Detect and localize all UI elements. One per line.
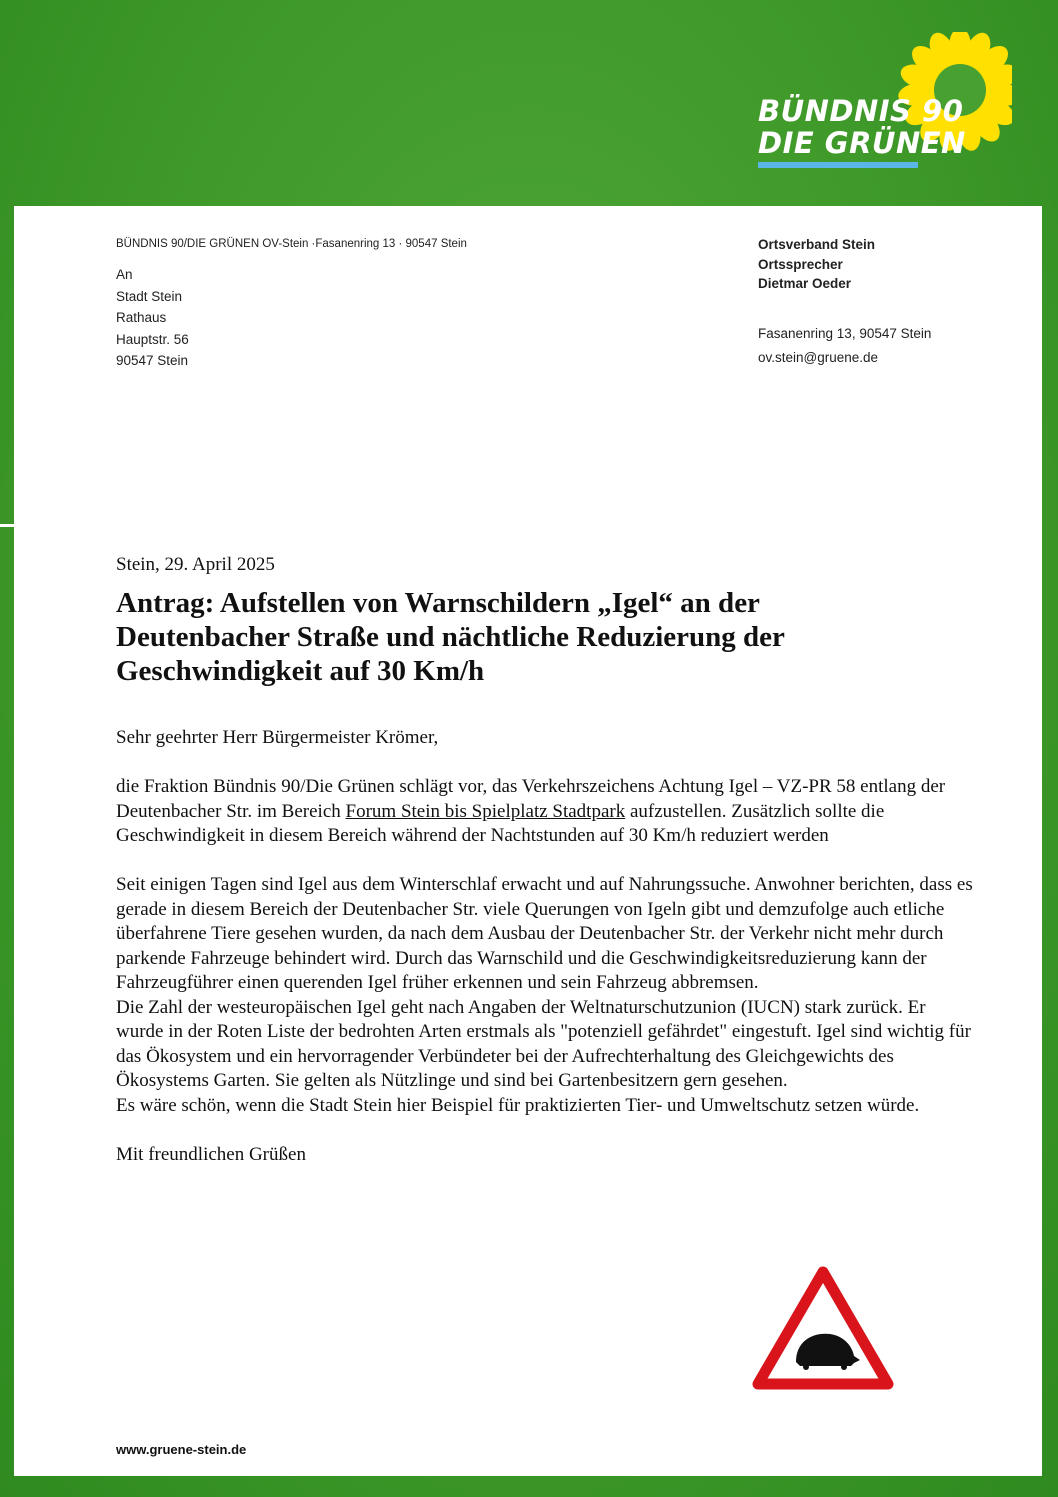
paragraph-reason: Seit einigen Tagen sind Igel aus dem Winterschlaf erwacht und auf Nahrungssuche. Anwohner berichten, dass es gerade in diesem Bereich der Deutenbacher Str. viele Querungen von Igeln gibt und demzufolge auch etliche überfahrene Tiere gesehen wurden, da nach dem Ausbau der Deutenbacher Str. der Verkehr nicht mehr durch parkende Fahrzeuge behindert wird. Durch das Warnschild und die Geschwindigkeitsreduzierung kann der Fahrzeugführer einen querenden Igel früher erkennen und sein Fahrzeug abbremsen. [116, 874, 973, 993]
logo-bar [758, 162, 918, 168]
closing: Mit freundlichen Grüßen [116, 1143, 306, 1165]
recipient-line: Rathaus [116, 310, 167, 325]
letter-body [116, 726, 976, 1167]
org-line: Ortssprecher [758, 256, 843, 272]
paragraph-text: die Fraktion Bündnis 90/Die Grünen schlägt vor, das Verkehrszeichens Achtung Igel – VZ-PR 58 entlang der Deutenbacher Str. im Bereich [116, 776, 946, 822]
paragraph-appeal: Es wäre schön, wenn die Stadt Stein hier Beispiel für praktizierten Tier- und Umweltschutz setzen würde. [116, 1094, 920, 1116]
recipient-line: Stadt Stein [116, 288, 183, 304]
org-block [758, 235, 875, 294]
logo-line-2: DIE GRÜNEN [758, 126, 966, 160]
recipient-line: Hauptstr. 56 [116, 331, 189, 347]
hedgehog-warning-sign-icon [752, 1266, 894, 1392]
footer-website[interactable]: www.gruene-stein.de [116, 1442, 247, 1457]
letter-title: Antrag: Aufstellen von Warnschildern „Igel“ an der Deutenbacher Straße und nächtliche Reduzierung der Geschwindigkeit auf 30 Km/h [116, 587, 785, 687]
contact-address: Fasanenring 13, 90547 Stein [758, 326, 932, 341]
contact-email[interactable]: ov.stein@gruene.de [758, 350, 879, 365]
recipient-line: 90547 Stein [116, 353, 189, 368]
sender-line: BÜNDNIS 90/DIE GRÜNEN OV-Stein ·Fasanenring 13 · 90547 Stein [116, 238, 467, 250]
paragraph-proposal [116, 775, 976, 849]
paragraph-text: aufzustellen. Zusätzlich sollte die Geschwindigkeit in diesem Bereich während der Nachtstunden auf 30 Km/h reduziert werden [116, 800, 885, 846]
letter-page [14, 206, 1042, 1476]
org-line: Ortsverband Stein [758, 237, 876, 252]
letter-date: Stein, 29. April 2025 [116, 554, 275, 575]
recipient-line: An [116, 267, 133, 282]
contact-block [758, 322, 931, 370]
fold-mark [0, 524, 14, 527]
party-logo [752, 32, 1017, 172]
org-line: Dietmar Oeder [758, 276, 852, 291]
paragraph-iucn: Die Zahl der westeuropäischen Igel geht nach Angaben der Weltnaturschutzunion (IUCN) stark zurück. Er wurde in der Roten Liste der bedrohten Arten erstmals als "potenziell gefährdet" eingestuft. Igel sind wichtig für das Ökosystem und ein hervorragender Verbündeter bei der Aufrechterhaltung des Gleichgewichts des Ökosystems Garten. Sie gelten als Nützlinge und sind bei Gartenbesitzern gern gesehen. [116, 996, 971, 1091]
logo-line-1: BÜNDNIS 90 [758, 94, 964, 128]
location-link[interactable]: Forum Stein bis Spielplatz Stadtpark [345, 800, 626, 822]
recipient-address [116, 264, 189, 372]
salutation: Sehr geehrter Herr Bürgermeister Krömer, [116, 727, 439, 748]
